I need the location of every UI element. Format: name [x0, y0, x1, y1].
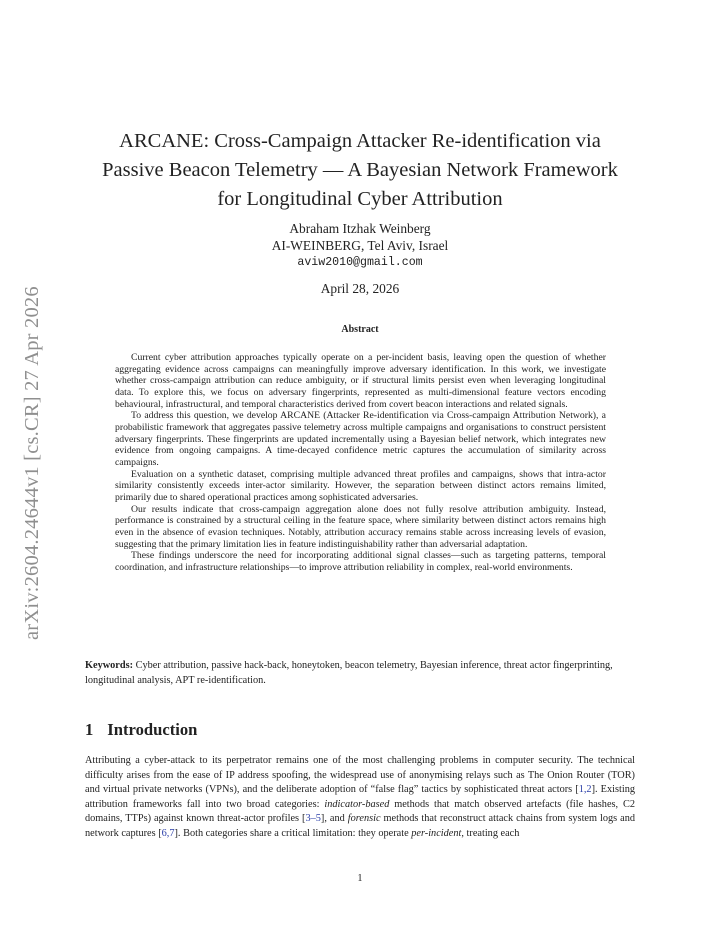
- page-number: 1: [357, 873, 363, 884]
- intro-text: ]. Both categories share a critical limitation: they operate: [174, 827, 412, 839]
- paper-title: [90, 127, 630, 214]
- section-title: Introduction: [107, 720, 198, 739]
- title-line: for Longitudinal Cyber Attribution: [217, 188, 503, 210]
- intro-emphasis: indicator-based: [324, 798, 390, 810]
- abstract-heading: Abstract: [341, 324, 379, 335]
- title-line: ARCANE: Cross-Campaign Attacker Re-identification via: [119, 130, 601, 152]
- author-email: aviw2010@gmail.com: [297, 256, 423, 269]
- intro-paragraph: [85, 754, 635, 841]
- author-affiliation: AI-WEINBERG, Tel Aviv, Israel: [271, 238, 449, 253]
- author-block: [90, 220, 630, 271]
- abstract-paragraph: These findings underscore the need for incorporating additional signal classes—such as targeting patterns, temporal coordination, and infrastructure relationships—to improve attribution reliability in complex, real-world environments.: [115, 550, 606, 573]
- keywords: [85, 659, 635, 688]
- intro-text: ], and: [320, 813, 348, 825]
- keywords-label: Keywords:: [85, 660, 134, 671]
- intro-emphasis: per-incident: [411, 827, 462, 839]
- citation-link[interactable]: 1,2: [578, 784, 592, 796]
- section-heading: [85, 720, 197, 740]
- intro-text: ]. Existing attribution frameworks fall into two broad categories:: [85, 784, 635, 810]
- section-number: 1: [85, 720, 94, 739]
- author-name: Abraham Itzhak Weinberg: [289, 221, 431, 236]
- intro-text: , treating each: [461, 827, 520, 839]
- citation-link[interactable]: 6,7: [161, 827, 175, 839]
- paper-date: April 28, 2026: [320, 281, 400, 296]
- arxiv-identifier: arXiv:2604.24644v1 [cs.CR] 27 Apr 2026: [21, 286, 43, 640]
- introduction-body: [85, 754, 635, 841]
- intro-text: methods that reconstruct attack chains from system logs and network captures [: [85, 813, 636, 839]
- intro-emphasis: forensic: [347, 813, 381, 825]
- keywords-text: Cyber attribution, passive hack-back, honeytoken, beacon telemetry, Bayesian inference, threat actor fingerprinting, longitudinal analysis, APT re-identification.: [85, 660, 613, 686]
- abstract-paragraph: To address this question, we develop ARCANE (Attacker Re-identification via Cross-campaign Attribution Network), a probabilistic framework that aggregates passive telemetry across multiple campaigns and organisations to construct persistent adversary fingerprints. These fingerprints are updated incrementally using a Bayesian belief network, which integrates new evidence from ongoing campaigns. A time-decayed confidence metric captures the accumulation of similarity across campaigns.: [115, 410, 606, 468]
- citation-link[interactable]: 3–5: [305, 813, 321, 825]
- abstract-body: [115, 352, 606, 573]
- intro-text: Attributing a cyber-attack to its perpetrator remains one of the most challenging problems in computer security. The technical difficulty arises from the ease of IP address spoofing, the widespread use of anonymising relays such as The Onion Router (TOR) and virtual private networks (VPNs), and the deliberate adoption of “false flag” tactics by sophisticated threat actors [: [85, 755, 635, 796]
- abstract-paragraph: Evaluation on a synthetic dataset, comprising multiple advanced threat profiles and campaigns, shows that intra-actor similarity consistently exceeds inter-actor similarity. However, the separation between distinct actors remains limited, primarily due to shared operational practices among sophisticated adversaries.: [115, 468, 606, 503]
- intro-text: methods that match observed artefacts (file hashes, C2 domains, TTPs) against known threat-actor profiles [: [85, 798, 635, 825]
- title-line: Passive Beacon Telemetry — A Bayesian Network Framework: [102, 159, 618, 181]
- abstract-paragraph: Our results indicate that cross-campaign aggregation alone does not fully resolve attribution ambiguity. Instead, performance is constrained by a structural ceiling in the feature space, where similarity between distinct actors remains high even in the absence of evasion techniques. Notably, attribution accuracy remains stable across increasing levels of evasion, suggesting that the primary limitation lies in feature indistinguishability rather than adversarial adaptation.: [115, 503, 606, 550]
- abstract-paragraph: Current cyber attribution approaches typically operate on a per-incident basis, leaving open the question of whether aggregating evidence across campaigns can meaningfully improve adversary identification. In this work, we investigate whether cross-campaign attribution can reduce ambiguity, or if structural limits persist even when leveraging longitudinal data. To explore this, we focus on adversary fingerprints, represented as multi-dimensional feature vectors encoding behavioural, infrastructural, and temporal characteristics derived from covert beacon interactions and related signals.: [115, 352, 606, 410]
